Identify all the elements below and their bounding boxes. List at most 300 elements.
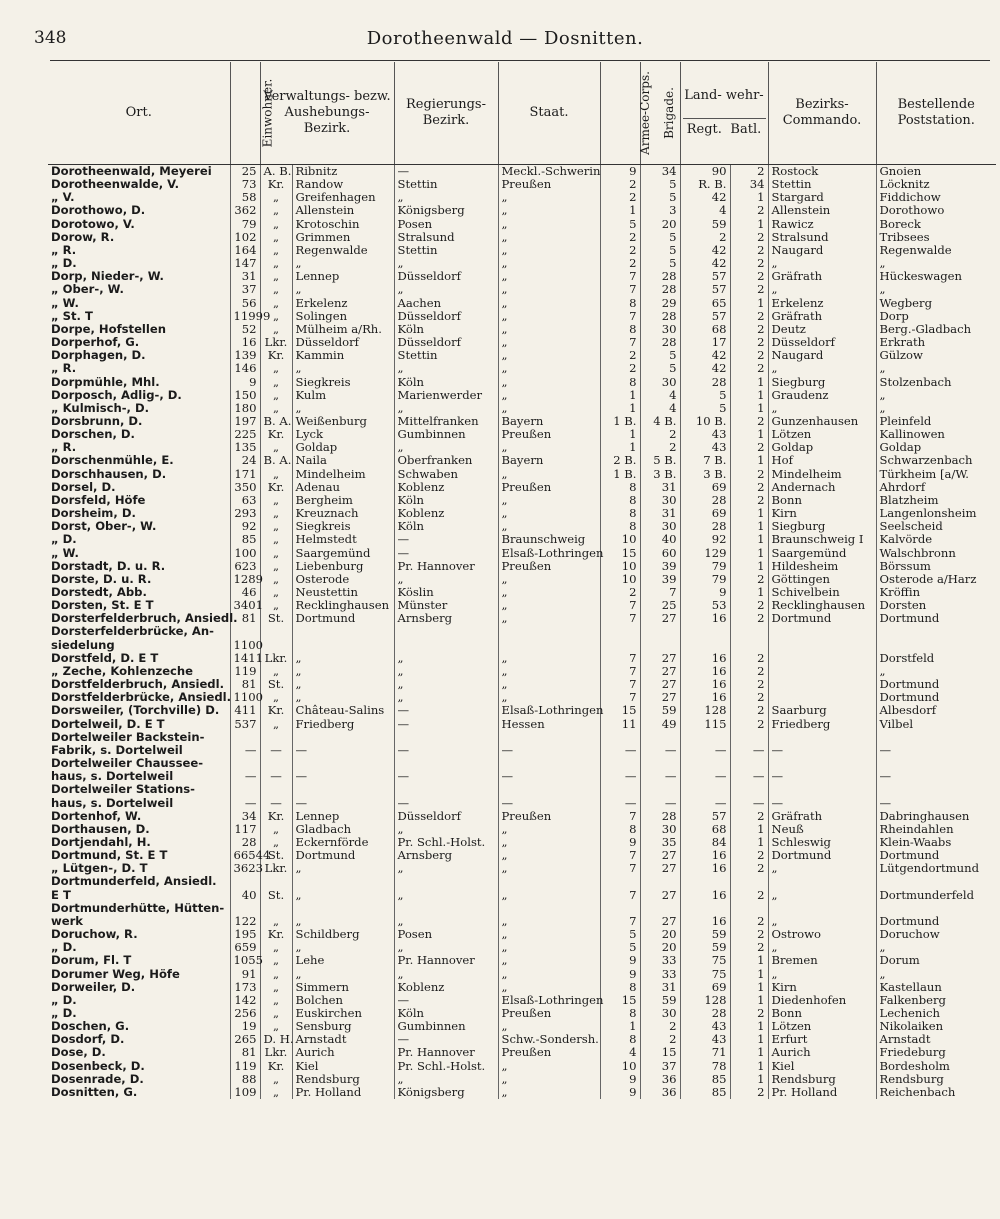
cell-einwohner: 195 <box>230 928 260 941</box>
cell-staat: „ <box>498 954 600 967</box>
cell-regierung: Köln <box>394 1007 498 1020</box>
cell-staat: „ <box>498 231 600 244</box>
cell-batl: 1 <box>730 823 768 836</box>
cell-verwaltung-abk: A. B. <box>260 165 292 179</box>
cell-armee: 7 <box>600 862 640 875</box>
cell-regierung: „ <box>394 652 498 665</box>
cell-brigade: 36 <box>640 1073 680 1086</box>
cell-ort: Dorp, Nieder-, W. <box>51 269 164 284</box>
cell-regierung: Stettin <box>394 349 498 362</box>
cell-bezirks: Hildesheim <box>768 560 876 573</box>
cell-staat: Preußen <box>498 810 600 823</box>
table-row <box>48 349 996 362</box>
cell-regt: 57 <box>680 270 730 283</box>
cell-regierung: „ <box>394 915 498 928</box>
table-row <box>48 507 996 520</box>
table-row <box>48 704 996 717</box>
cell-ort: Dorschenmühle, E. <box>51 453 174 468</box>
cell-regierung: Pr. Hannover <box>394 954 498 967</box>
cell-ort: Dorstfelderbruch, Ansiedl. <box>51 677 224 692</box>
cell-post: Pleinfeld <box>876 415 996 428</box>
cell-einwohner: 1055 <box>230 954 260 967</box>
cell-einwohner <box>230 902 260 915</box>
col-armee: Armee-Corps. <box>600 62 640 165</box>
cell-ort: „ D. <box>51 1006 77 1020</box>
table-row <box>48 191 996 204</box>
cell-bezirks: Naugard <box>768 244 876 257</box>
cell-ort: Doruchow, R. <box>51 927 138 942</box>
cell-einwohner: 197 <box>230 415 260 428</box>
cell-verwaltung-bezirk: Pr. Holland <box>292 1086 394 1099</box>
cell-einwohner: 37 <box>230 283 260 296</box>
cell-post: Seelscheid <box>876 520 996 533</box>
cell-post: „ <box>876 389 996 402</box>
cell-regierung: „ <box>394 691 498 704</box>
cell-bezirks: „ <box>768 362 876 375</box>
cell-brigade: 2 <box>640 428 680 441</box>
cell-bezirks <box>768 625 876 638</box>
cell-armee: 1 <box>600 1020 640 1033</box>
cell-ort: „ Kulmisch-, D. <box>51 400 150 415</box>
cell-armee: 8 <box>600 1007 640 1020</box>
cell-armee: 8 <box>600 297 640 310</box>
cell-verwaltung-abk: B. A. <box>260 454 292 467</box>
cell-batl: 1 <box>730 191 768 204</box>
cell-brigade <box>640 875 680 888</box>
cell-batl: 1 <box>730 376 768 389</box>
cell-bezirks: Saargemünd <box>768 547 876 560</box>
cell-batl: 2 <box>730 244 768 257</box>
cell-regierung: „ <box>394 1073 498 1086</box>
cell-post: Arnstadt <box>876 1033 996 1046</box>
cell-regt: 28 <box>680 1007 730 1020</box>
cell-regt: 128 <box>680 994 730 1007</box>
cell-batl: — <box>730 744 768 757</box>
cell-regt: 42 <box>680 349 730 362</box>
cell-staat: „ <box>498 283 600 296</box>
cell-bezirks: Lötzen <box>768 1020 876 1033</box>
cell-brigade: 4 <box>640 402 680 415</box>
cell-batl: 2 <box>730 862 768 875</box>
cell-armee: 1 <box>600 204 640 217</box>
cell-post <box>876 731 996 744</box>
table-row <box>48 402 996 415</box>
cell-armee: 2 <box>600 231 640 244</box>
cell-staat: „ <box>498 862 600 875</box>
cell-regt: 59 <box>680 928 730 941</box>
cell-verwaltung-bezirk: Schildberg <box>292 928 394 941</box>
cell-regierung: Marienwerder <box>394 389 498 402</box>
cell-armee <box>600 902 640 915</box>
cell-verwaltung-abk: „ <box>260 981 292 994</box>
cell-verwaltung-abk <box>260 731 292 744</box>
cell-ort: „ D. <box>51 940 77 955</box>
cell-einwohner: 11999 <box>230 310 260 323</box>
cell-verwaltung-abk: „ <box>260 270 292 283</box>
cell-post: Dortmund <box>876 678 996 691</box>
table-row <box>48 573 996 586</box>
cell-ort: E T <box>51 887 71 902</box>
cell-post: Rendsburg <box>876 1073 996 1086</box>
cell-brigade: 27 <box>640 862 680 875</box>
cell-verwaltung-abk: „ <box>260 507 292 520</box>
cell-staat: „ <box>498 599 600 612</box>
cell-verwaltung-bezirk: „ <box>292 691 394 704</box>
cell-verwaltung-bezirk <box>292 731 394 744</box>
cell-post: Wegberg <box>876 297 996 310</box>
cell-einwohner: 66544 <box>230 849 260 862</box>
cell-ort: „ R. <box>51 440 77 455</box>
cell-einwohner: 362 <box>230 204 260 217</box>
cell-einwohner: 73 <box>230 178 260 191</box>
cell-regierung: „ <box>394 257 498 270</box>
table-row <box>48 968 996 981</box>
cell-staat: „ <box>498 507 600 520</box>
cell-einwohner: 293 <box>230 507 260 520</box>
cell-verwaltung-bezirk: Weißenburg <box>292 415 394 428</box>
col-staat: Staat. <box>498 62 600 165</box>
cell-staat: „ <box>498 336 600 349</box>
cell-armee: 7 <box>600 612 640 625</box>
cell-staat: „ <box>498 981 600 994</box>
cell-verwaltung-bezirk: Krotoschin <box>292 218 394 231</box>
cell-batl: 2 <box>730 599 768 612</box>
cell-verwaltung-bezirk <box>292 757 394 770</box>
cell-staat: „ <box>498 468 600 481</box>
gazetteer-table <box>48 62 996 1099</box>
cell-brigade: 28 <box>640 810 680 823</box>
cell-regierung: „ <box>394 678 498 691</box>
cell-verwaltung-bezirk: Euskirchen <box>292 1007 394 1020</box>
cell-batl: 2 <box>730 573 768 586</box>
cell-regierung: Gumbinnen <box>394 1020 498 1033</box>
cell-armee: 8 <box>600 981 640 994</box>
cell-ort: haus, s. Dortelweil <box>51 795 174 810</box>
page-number: 348 <box>34 28 67 48</box>
cell-armee: 7 <box>600 810 640 823</box>
cell-einwohner: 659 <box>230 941 260 954</box>
cell-verwaltung-abk: Kr. <box>260 704 292 717</box>
cell-regierung <box>394 731 498 744</box>
cell-post: Nikolaiken <box>876 1020 996 1033</box>
cell-batl: 2 <box>730 665 768 678</box>
cell-regt <box>680 731 730 744</box>
cell-verwaltung-abk: „ <box>260 691 292 704</box>
cell-regierung: — <box>394 994 498 1007</box>
cell-brigade: 5 <box>640 349 680 362</box>
cell-regierung <box>394 625 498 638</box>
cell-post <box>876 639 996 652</box>
cell-post: Kastellaun <box>876 981 996 994</box>
cell-regt <box>680 875 730 888</box>
cell-regierung: Münster <box>394 599 498 612</box>
cell-batl: 2 <box>730 915 768 928</box>
table-row <box>48 257 996 270</box>
cell-batl: 2 <box>730 362 768 375</box>
cell-brigade: 30 <box>640 823 680 836</box>
cell-staat <box>498 875 600 888</box>
cell-verwaltung-bezirk: „ <box>292 257 394 270</box>
table-row <box>48 231 996 244</box>
cell-bezirks: Saarburg <box>768 704 876 717</box>
cell-ort: „ D. <box>51 532 77 547</box>
cell-post: Reichenbach <box>876 1086 996 1099</box>
cell-ort: Dorotheenwald, Meyerei <box>51 164 212 178</box>
cell-regt: 65 <box>680 297 730 310</box>
cell-verwaltung-abk: „ <box>260 560 292 573</box>
cell-einwohner: — <box>230 744 260 757</box>
cell-verwaltung-abk: — <box>260 770 292 783</box>
cell-ort: Dosenbeck, D. <box>51 1058 145 1073</box>
cell-bezirks: Ostrowo <box>768 928 876 941</box>
cell-bezirks <box>768 875 876 888</box>
cell-verwaltung-abk: „ <box>260 573 292 586</box>
cell-armee: 2 <box>600 178 640 191</box>
cell-regt: 5 <box>680 402 730 415</box>
cell-regt: 69 <box>680 507 730 520</box>
cell-verwaltung-bezirk <box>292 783 394 796</box>
cell-armee: 8 <box>600 1033 640 1046</box>
cell-armee: 7 <box>600 889 640 902</box>
cell-regierung: Köln <box>394 520 498 533</box>
cell-staat: „ <box>498 441 600 454</box>
cell-staat: Preußen <box>498 481 600 494</box>
cell-regierung: — <box>394 797 498 810</box>
cell-batl: 2 <box>730 257 768 270</box>
table-row <box>48 1073 996 1086</box>
cell-einwohner: 91 <box>230 968 260 981</box>
cell-verwaltung-bezirk: Lehe <box>292 954 394 967</box>
cell-batl: 1 <box>730 954 768 967</box>
cell-staat <box>498 783 600 796</box>
cell-ort: Dorsheim, D. <box>51 506 136 521</box>
cell-verwaltung-bezirk: Osterode <box>292 573 394 586</box>
cell-verwaltung-abk: „ <box>260 310 292 323</box>
cell-brigade: 29 <box>640 297 680 310</box>
cell-bezirks: Schivelbein <box>768 586 876 599</box>
cell-bezirks: Düsseldorf <box>768 336 876 349</box>
cell-verwaltung-abk: — <box>260 797 292 810</box>
cell-batl: 1 <box>730 389 768 402</box>
cell-ort: „ St. T <box>51 308 93 323</box>
cell-verwaltung-abk: Kr. <box>260 1060 292 1073</box>
cell-regierung: — <box>394 533 498 546</box>
cell-ort: Dortmunderhütte, Hütten- <box>51 900 225 915</box>
cell-regt: 5 <box>680 389 730 402</box>
cell-ort: Dorschhausen, D. <box>51 466 167 481</box>
cell-einwohner: 150 <box>230 389 260 402</box>
cell-ort: „ R. <box>51 361 77 376</box>
cell-armee: 1 <box>600 389 640 402</box>
cell-verwaltung-abk: St. <box>260 889 292 902</box>
cell-regt: 10 B. <box>680 415 730 428</box>
page-header <box>30 28 980 50</box>
cell-verwaltung-bezirk: Bergheim <box>292 494 394 507</box>
cell-ort: „ Ober-, W. <box>51 282 124 297</box>
table-row <box>48 954 996 967</box>
cell-post: Vilbel <box>876 718 996 731</box>
cell-batl: 1 <box>730 968 768 981</box>
cell-staat: „ <box>498 928 600 941</box>
cell-verwaltung-abk: „ <box>260 520 292 533</box>
cell-brigade: 31 <box>640 507 680 520</box>
cell-batl: 2 <box>730 468 768 481</box>
cell-armee: 2 <box>600 362 640 375</box>
cell-einwohner: 25 <box>230 165 260 179</box>
cell-einwohner: 623 <box>230 560 260 573</box>
cell-armee: 1 B. <box>600 415 640 428</box>
cell-staat: „ <box>498 1060 600 1073</box>
cell-staat: Elsaß-Lothringen <box>498 704 600 717</box>
cell-brigade: 36 <box>640 1086 680 1099</box>
cell-brigade <box>640 731 680 744</box>
cell-staat: „ <box>498 1086 600 1099</box>
cell-verwaltung-abk: „ <box>260 915 292 928</box>
cell-regt: 79 <box>680 560 730 573</box>
table-row <box>48 849 996 862</box>
cell-brigade: 28 <box>640 310 680 323</box>
cell-verwaltung-abk: „ <box>260 941 292 954</box>
cell-regt: 16 <box>680 652 730 665</box>
cell-staat: „ <box>498 968 600 981</box>
cell-armee: 2 B. <box>600 454 640 467</box>
cell-brigade: 39 <box>640 573 680 586</box>
cell-regierung: „ <box>394 862 498 875</box>
cell-brigade: 5 <box>640 362 680 375</box>
cell-ort: Dosdorf, D. <box>51 1032 125 1047</box>
cell-brigade: 27 <box>640 665 680 678</box>
table-row <box>48 362 996 375</box>
cell-armee: — <box>600 797 640 810</box>
cell-einwohner: 81 <box>230 1046 260 1059</box>
cell-einwohner: 31 <box>230 270 260 283</box>
table-row <box>48 533 996 546</box>
cell-bezirks <box>768 902 876 915</box>
cell-regierung: „ <box>394 402 498 415</box>
cell-staat: „ <box>498 270 600 283</box>
cell-bezirks: Braunschweig I <box>768 533 876 546</box>
cell-regierung: Köln <box>394 494 498 507</box>
cell-ort: werk <box>51 913 84 928</box>
cell-armee: 8 <box>600 494 640 507</box>
col-batl: Batl. <box>730 122 762 137</box>
cell-regierung: Pr. Schl.-Holst. <box>394 1060 498 1073</box>
cell-regt: — <box>680 744 730 757</box>
cell-einwohner: 9 <box>230 376 260 389</box>
cell-verwaltung-bezirk: Dortmund <box>292 849 394 862</box>
cell-verwaltung-bezirk: Arnstadt <box>292 1033 394 1046</box>
table-row <box>48 639 996 652</box>
cell-regt: 78 <box>680 1060 730 1073</box>
cell-post: Fiddichow <box>876 191 996 204</box>
cell-staat: „ <box>498 310 600 323</box>
cell-verwaltung-abk: St. <box>260 612 292 625</box>
cell-bezirks: Dortmund <box>768 849 876 862</box>
col-einwohner: Einwohner. <box>230 62 260 165</box>
cell-post: Regenwalde <box>876 244 996 257</box>
cell-staat: „ <box>498 573 600 586</box>
cell-brigade: — <box>640 770 680 783</box>
cell-verwaltung-abk: „ <box>260 665 292 678</box>
cell-batl: 2 <box>730 1007 768 1020</box>
cell-einwohner: 16 <box>230 336 260 349</box>
cell-post <box>876 757 996 770</box>
cell-brigade: 3 <box>640 204 680 217</box>
cell-regierung: Arnsberg <box>394 612 498 625</box>
cell-regt: 4 <box>680 204 730 217</box>
cell-brigade: 25 <box>640 599 680 612</box>
cell-bezirks: Aurich <box>768 1046 876 1059</box>
cell-regt: 16 <box>680 612 730 625</box>
cell-armee: 15 <box>600 547 640 560</box>
cell-bezirks <box>768 639 876 652</box>
cell-regierung: Mittelfranken <box>394 415 498 428</box>
cell-ort: Dosnitten, G. <box>51 1084 138 1099</box>
cell-bezirks: Kirn <box>768 981 876 994</box>
cell-einwohner: 3623 <box>230 862 260 875</box>
cell-armee: 5 <box>600 928 640 941</box>
col-regierung: Regierungs- Bezirk. <box>394 62 498 165</box>
cell-ort: Dortelweiler Backstein- <box>51 729 205 744</box>
cell-bezirks: Erfurt <box>768 1033 876 1046</box>
cell-regt <box>680 783 730 796</box>
cell-ort: Dorow, R. <box>51 229 115 244</box>
cell-regt: 42 <box>680 362 730 375</box>
cell-einwohner: 164 <box>230 244 260 257</box>
cell-verwaltung-abk: „ <box>260 191 292 204</box>
cell-brigade: 5 <box>640 257 680 270</box>
cell-brigade: 39 <box>640 560 680 573</box>
cell-verwaltung-abk: „ <box>260 954 292 967</box>
cell-brigade: 28 <box>640 336 680 349</box>
cell-verwaltung-bezirk: Kreuznach <box>292 507 394 520</box>
cell-batl: 2 <box>730 652 768 665</box>
cell-batl: 2 <box>730 691 768 704</box>
cell-staat: Braunschweig <box>498 533 600 546</box>
cell-post: „ <box>876 665 996 678</box>
cell-ort: Dorstfelderbrücke, Ansiedl. <box>51 690 231 705</box>
cell-verwaltung-bezirk: Siegkreis <box>292 376 394 389</box>
table-row <box>48 218 996 231</box>
cell-batl: 1 <box>730 981 768 994</box>
cell-post: Berg.-Gladbach <box>876 323 996 336</box>
cell-brigade: 35 <box>640 836 680 849</box>
cell-batl: 2 <box>730 889 768 902</box>
cell-verwaltung-abk: St. <box>260 849 292 862</box>
cell-einwohner: 537 <box>230 718 260 731</box>
cell-ort: „ R. <box>51 242 77 257</box>
cell-armee: 10 <box>600 1060 640 1073</box>
cell-post: „ <box>876 257 996 270</box>
cell-regierung: Oberfranken <box>394 454 498 467</box>
cell-verwaltung-abk: „ <box>260 547 292 560</box>
cell-staat: — <box>498 744 600 757</box>
cell-verwaltung-bezirk: Kammin <box>292 349 394 362</box>
cell-staat: „ <box>498 586 600 599</box>
table-row <box>48 783 996 796</box>
cell-verwaltung-bezirk: „ <box>292 889 394 902</box>
cell-ort: Dorstedt, Abb. <box>51 585 147 599</box>
cell-batl: 2 <box>730 704 768 717</box>
cell-armee: 5 <box>600 941 640 954</box>
cell-ort: Dorsfeld, Höfe <box>51 492 146 507</box>
cell-verwaltung-abk: Lkr. <box>260 336 292 349</box>
cell-post: Ahrdorf <box>876 481 996 494</box>
cell-batl: 2 <box>730 283 768 296</box>
cell-brigade: 2 <box>640 441 680 454</box>
cell-armee: 15 <box>600 994 640 1007</box>
cell-staat: Preußen <box>498 1046 600 1059</box>
